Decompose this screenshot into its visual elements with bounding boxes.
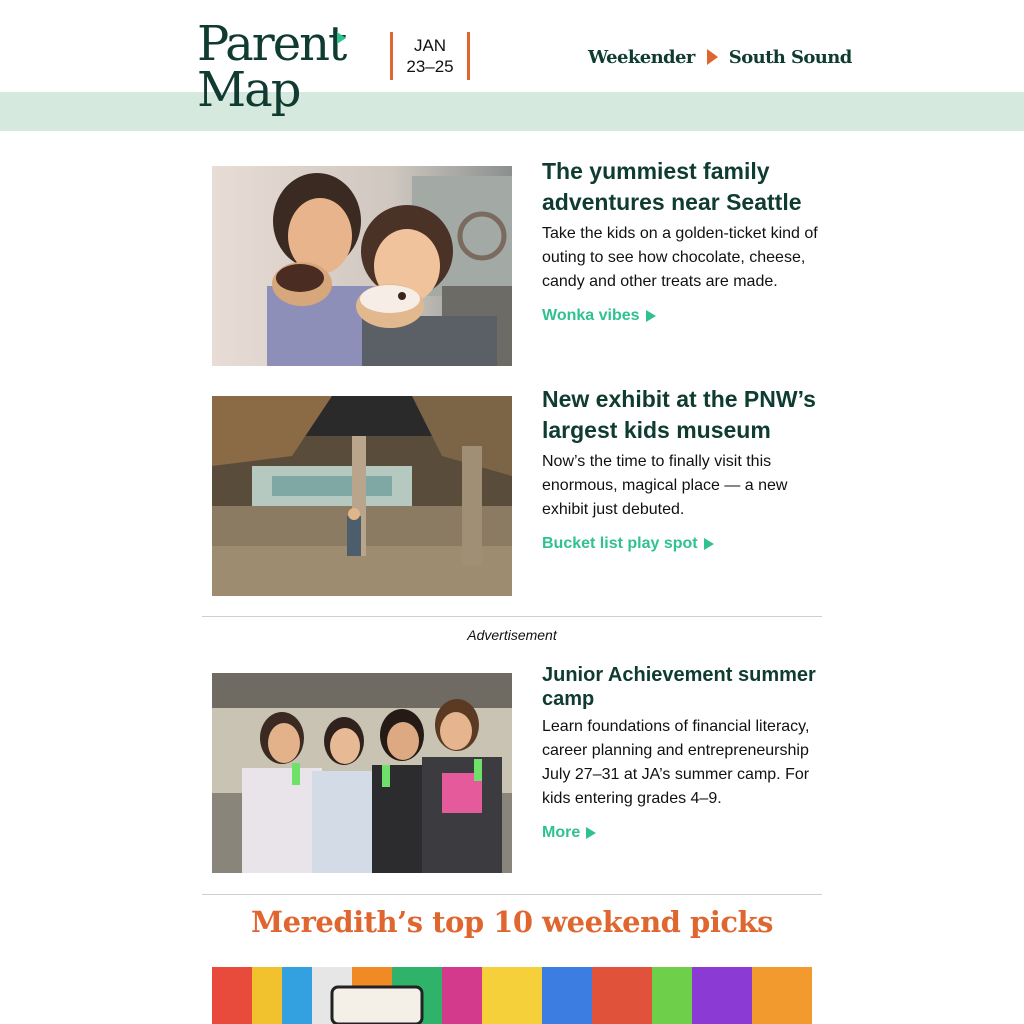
story-text (542, 384, 822, 556)
story-link[interactable] (542, 532, 714, 556)
logo-word-map: Map (197, 62, 300, 118)
story-description: Take the kids on a golden-ticket kind of outing to see how chocolate, cheese, candy and other treats are made. (542, 225, 818, 290)
edition-breadcrumb (588, 44, 852, 70)
play-triangle-icon (337, 32, 346, 44)
story-description: Now’s the time to finally visit this enormous, magical place — a new exhibit just debuted. (542, 453, 788, 518)
arrow-right-icon (707, 49, 718, 65)
play-arrow-icon (704, 538, 714, 550)
ad-text (542, 663, 822, 845)
story-image-donuts[interactable] (212, 166, 512, 366)
ad-link[interactable] (542, 821, 596, 845)
ad-link-label: More (542, 824, 581, 841)
edition-region[interactable]: South Sound (728, 46, 852, 68)
divider (202, 616, 822, 617)
edition-weekender[interactable]: Weekender (588, 46, 695, 68)
story-text (542, 156, 822, 328)
header-band (0, 92, 1024, 131)
ad-card (212, 664, 822, 873)
play-arrow-icon (646, 310, 656, 322)
parentmap-logo[interactable] (197, 16, 357, 120)
story-title[interactable]: The yummiest family adventures near Seattle (542, 158, 802, 215)
date-month: JAN (413, 36, 447, 55)
logo-word-parent: Parent (197, 16, 346, 72)
story-image-museum[interactable] (212, 396, 512, 596)
divider (202, 894, 822, 895)
ad-title[interactable]: Junior Achievement summer camp (542, 664, 816, 710)
story-card (212, 386, 822, 596)
play-arrow-icon (586, 827, 596, 839)
story-link-label: Wonka vibes (542, 307, 640, 324)
issue-date (390, 32, 470, 80)
picks-hero-image[interactable] (212, 967, 812, 1024)
story-link-label: Bucket list play spot (542, 535, 698, 552)
story-link[interactable] (542, 304, 656, 328)
ad-description: Learn foundations of financial literacy, career planning and entrepreneurship July 27–31 at JA’s summer camp. For kids entering grades 4–9. (542, 718, 810, 807)
header (0, 0, 1024, 118)
story-card (212, 158, 822, 366)
date-days: 23–25 (406, 57, 454, 76)
story-title[interactable]: New exhibit at the PNW’s largest kids museum (542, 386, 816, 443)
advertisement-label: Advertisement (467, 627, 557, 643)
ad-image-camp-kids[interactable] (212, 673, 512, 873)
section-heading-weekend-picks: Meredith’s top 10 weekend picks (251, 905, 773, 939)
